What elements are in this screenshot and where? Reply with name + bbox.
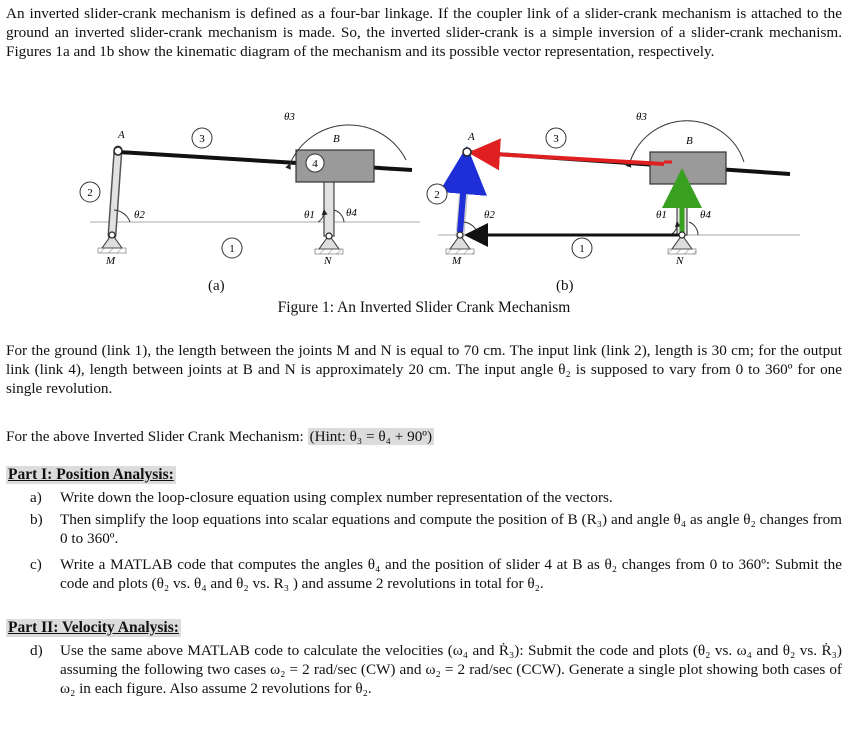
vector-R3	[476, 153, 664, 164]
diagram-b	[427, 111, 800, 267]
link1-label-b: 1	[579, 243, 585, 255]
link2-label-b: 2	[434, 189, 440, 201]
joint-N-label-a: N	[324, 255, 332, 267]
link3-label-a: 3	[199, 133, 205, 145]
figure-1	[0, 98, 848, 320]
joint-B-label-b: B	[686, 135, 693, 147]
sublabel-b: (b)	[556, 278, 574, 294]
item-text: Write down the loop-closure equation using complex number representation of the vectors.	[60, 489, 613, 506]
diagram-a	[80, 111, 420, 267]
theta3-label-a: θ3	[284, 111, 295, 123]
item-marker: a)	[30, 489, 42, 506]
link4-label-a: 4	[312, 158, 318, 170]
item-text: Write a MATLAB code that computes the angles θ₄ and the position of slider 4 at B as θ₂ changes from 0 to 360º: Submit the code and plots (θ₂ vs. θ₄ and θ₂ vs. R₃ ) and assume 2 revolutions in total for θ₂.	[60, 556, 842, 592]
item-text: Use the same above MATLAB code to calculate the velocities (ω₄ and Ṙ₃): Submit the code and plots (θ₂ vs. ω₄ and θ₂ vs. Ṙ₃) assuming the following two cases ω₂ = 2 rad/sec (CW) and ω₂ = 2 rad/sec (CCW). Generate a single plot showing both cases of ω₂ in each figure. Also assume 2 revolutions for θ₂.	[60, 642, 842, 697]
item-text: Then simplify the loop equations into scalar equations and compute the position of B (R₃) and angle θ₄ as angle θ₂ changes from 0 to 360º.	[60, 511, 842, 547]
link2-label-a: 2	[87, 187, 93, 199]
link1-label-a: 1	[229, 243, 235, 255]
theta1-label-a: θ1	[304, 209, 315, 221]
hint-line	[6, 427, 842, 446]
item-marker: c)	[30, 556, 42, 573]
part1-heading: Part I: Position Analysis:	[8, 466, 174, 483]
item-marker: b)	[30, 511, 43, 528]
joint-M-label-b: M	[452, 255, 462, 267]
sublabel-a: (a)	[208, 278, 225, 294]
part2-heading: Part II: Velocity Analysis:	[8, 619, 179, 636]
theta2-label-a: θ2	[134, 209, 145, 221]
theta4-label-b: θ4	[700, 209, 711, 221]
part1-item-b	[30, 510, 842, 548]
joint-A-label-b: A	[468, 131, 475, 143]
theta1-label-b: θ1	[656, 209, 667, 221]
kinematic-diagram	[0, 98, 848, 320]
part2-item-d	[30, 641, 842, 698]
figure-caption: Figure 1: An Inverted Slider Crank Mechanism	[277, 299, 571, 316]
link4-post-a	[324, 176, 334, 236]
hint-box: (Hint: θ₃ = θ₄ + 90º)	[309, 428, 433, 445]
joint-B-label-a: B	[333, 133, 340, 145]
theta4-label-a: θ4	[346, 207, 357, 219]
theta3-label-b: θ3	[636, 111, 647, 123]
slider-block-b	[650, 152, 726, 184]
theta2-label-b: θ2	[484, 209, 495, 221]
joint-N-label-b: N	[676, 255, 684, 267]
hint-prefix: For the above Inverted Slider Crank Mechanism:	[6, 428, 304, 445]
part1-item-a	[30, 488, 842, 507]
joint-M-label-a: M	[106, 255, 116, 267]
intro-paragraph: An inverted slider-crank mechanism is defined as a four-bar linkage. If the coupler link of a slider-crank mechanism is attached to the ground an inverted slider-crank mechanism is made. So, the inverted slider-crank is a simple inversion of a slider-crank mechanism. Figures 1a and 1b show the kinematic diagram of the mechanism and its possible vector representation, respectively.	[6, 5, 842, 60]
link3-label-b: 3	[553, 133, 559, 145]
ground-paragraph: For the ground (link 1), the length between the joints M and N is equal to 70 cm. The input link (link 2), length is 30 cm; for the output link (link 4), length between joints at B and N is approximately 20 cm. The input angle θ₂ is supposed to vary from 0 to 360º for one single revolution.	[6, 342, 842, 397]
joint-A-a	[114, 147, 122, 155]
joint-A-b	[463, 148, 471, 156]
item-marker: d)	[30, 642, 43, 659]
joint-A-label-a: A	[118, 129, 125, 141]
part1-item-c	[30, 555, 842, 593]
